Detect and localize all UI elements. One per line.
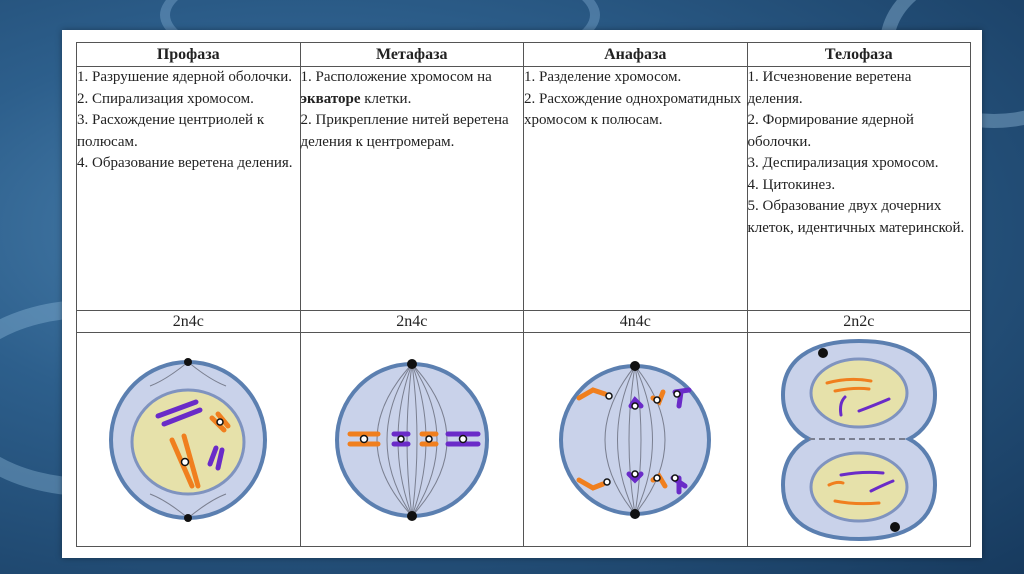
header-anaphase: Анафаза <box>524 43 748 67</box>
list-item: 4. Цитокинез. <box>747 176 836 193</box>
list-item: 2. Спирализация хромосом. <box>77 90 254 107</box>
list-item: 1. Разделение хромосом. <box>524 69 682 85</box>
metaphase-description <box>300 67 524 311</box>
header-telophase: Телофаза <box>747 43 971 67</box>
header-prophase: Профаза <box>77 43 301 67</box>
list-item: 5. Образование двух дочерних клеток, идентичных материнской. <box>747 198 965 236</box>
metaphase-image-cell <box>300 333 524 547</box>
telophase-description <box>747 67 971 311</box>
list-item: 2. Прикрепление нитей веретена деления к центромерам. <box>300 112 509 150</box>
prophase-cell-image <box>88 340 288 540</box>
prophase-image-cell <box>77 333 301 547</box>
telophase-cell-image <box>759 335 959 545</box>
prophase-formula: 2n4c <box>77 311 301 333</box>
list-item: 1. Разрушение ядерной оболочки. <box>77 69 293 85</box>
image-row <box>77 333 971 547</box>
table-header-row <box>77 43 971 67</box>
telophase-image-cell <box>747 333 971 547</box>
header-metaphase: Метафаза <box>300 43 524 67</box>
prophase-description <box>77 67 301 311</box>
list-item <box>301 67 524 110</box>
list-item: 3. Деспирализация хромосом. <box>747 155 939 171</box>
formula-row <box>77 311 971 333</box>
list-item: 2. Расхождение однохроматидных хромосом к полюсам. <box>524 90 742 128</box>
step-text: 1. Расположение хромосом на <box>300 69 492 85</box>
metaphase-formula: 2n4c <box>300 311 524 333</box>
anaphase-formula: 4n4c <box>524 311 748 333</box>
slide-panel <box>62 30 982 558</box>
list-item: 1. Исчезновение веретена деления. <box>747 69 912 107</box>
step-text: клетки. <box>360 90 412 107</box>
mitosis-phases-table <box>76 42 971 547</box>
anaphase-cell-image <box>535 340 735 540</box>
anaphase-image-cell <box>524 333 748 547</box>
list-item: 2. Формирование ядерной оболочки. <box>747 112 914 150</box>
telophase-formula: 2n2c <box>747 311 971 333</box>
list-item: 3. Расхождение центриолей к полюсам. <box>77 112 265 150</box>
step-bold-term: экваторе <box>300 90 361 107</box>
description-row <box>77 67 971 311</box>
metaphase-cell-image <box>312 340 512 540</box>
anaphase-description <box>524 67 748 311</box>
list-item: 4. Образование веретена деления. <box>77 155 293 171</box>
